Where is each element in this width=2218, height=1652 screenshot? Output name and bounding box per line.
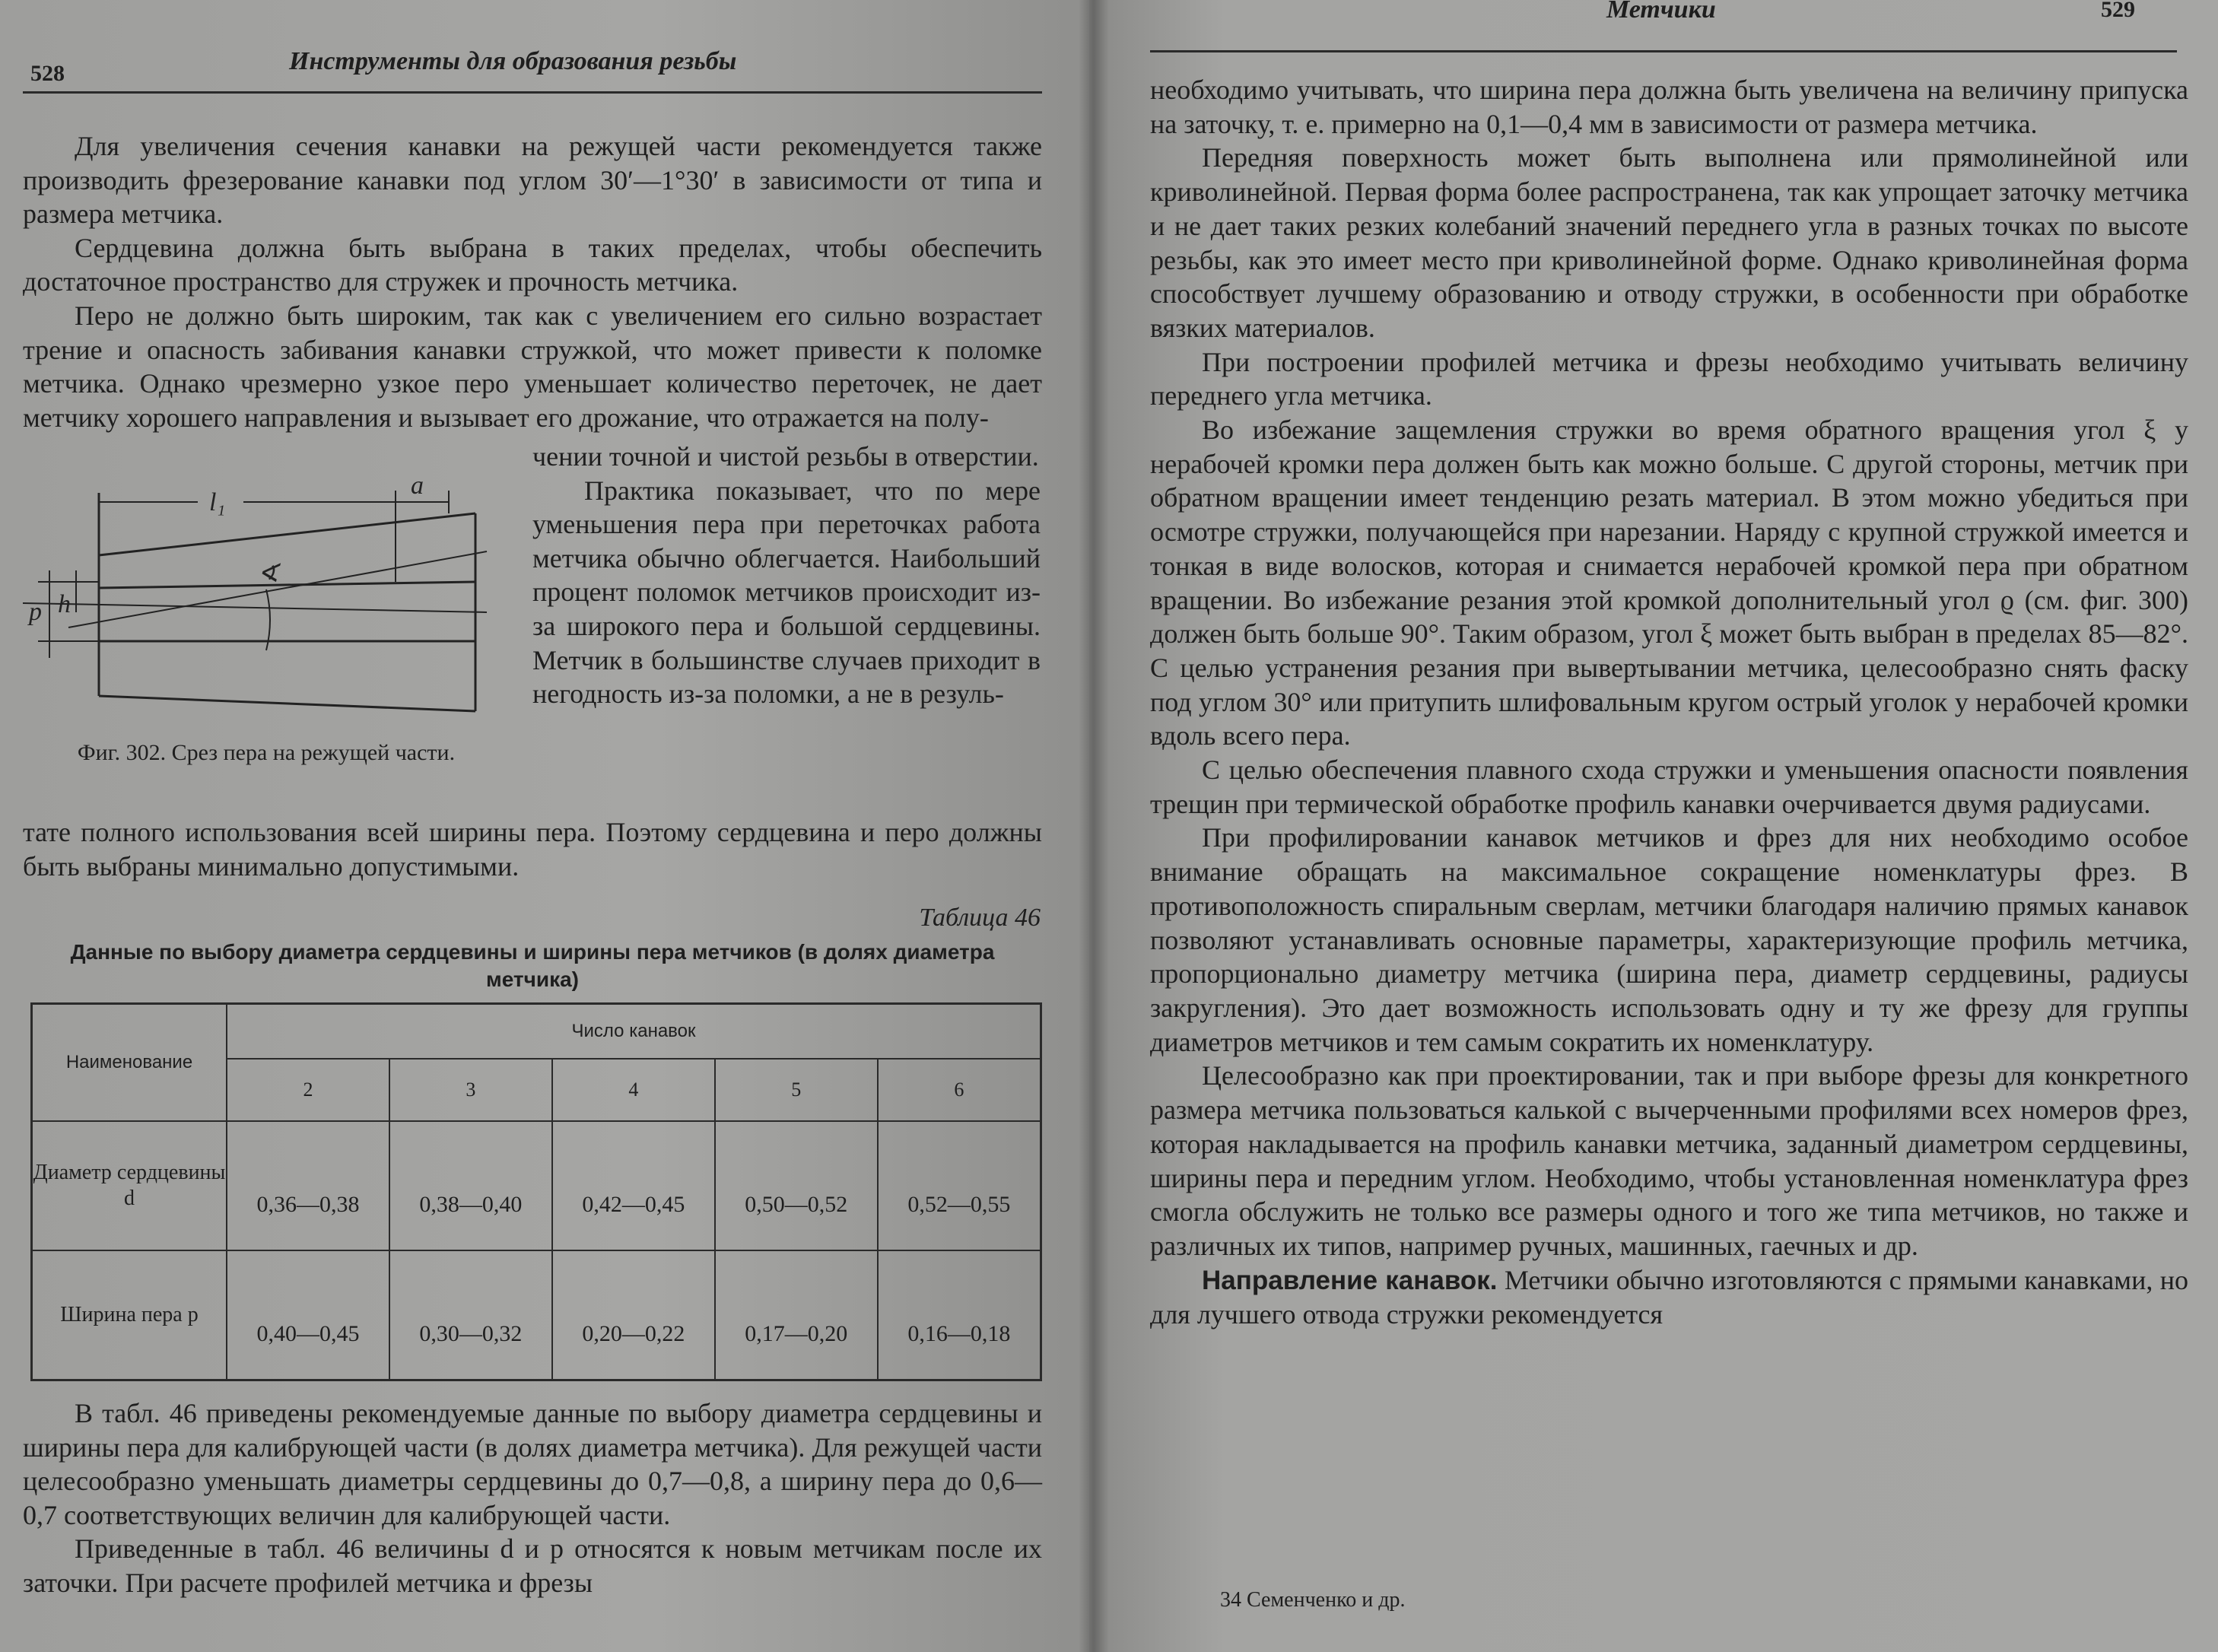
- table-header-name: Наименование: [32, 1004, 227, 1122]
- table-label: Таблица 46: [919, 904, 1041, 932]
- paragraph: При построении профилей метчика и фрезы необходимо учитывать величину переднего угла метчика.: [1150, 346, 2188, 411]
- running-head-right: Метчики: [1606, 0, 1716, 24]
- fig-outline: [99, 513, 475, 555]
- left-page: [0, 0, 1089, 1652]
- paragraph: С целью обеспечения плавного схода стружки и уменьшения опасности появления трещин при термической обработке профиль канавки очерчивается двумя радиусами.: [1150, 755, 2188, 819]
- paragraph: Направление канавок. Метчики обычно изготовляются с прямыми канавками, но для лучшего отвода стружки рекомендуется: [1150, 1264, 2188, 1330]
- table-row-name: Ширина пера p: [32, 1250, 227, 1380]
- fig-outline: [99, 696, 475, 711]
- paragraph: Сердцевина должна быть выбрана в таких пределах, чтобы обеспечить достаточное пространство для стружек и прочность метчика.: [23, 232, 1042, 297]
- paragraph: Приведенные в табл. 46 величины d и p относятся к новым метчикам после их заточки. При расчете профилей метчика и фрезы: [23, 1533, 1042, 1598]
- page-number-right: 529: [2101, 0, 2135, 22]
- data-table: [30, 1002, 1042, 1381]
- page-number-left: 528: [30, 61, 65, 86]
- paragraph: Для увеличения сечения канавки на режущей части рекомендуется также производить фрезерование канавки под углом 30′—1°30′ в зависимости от типа и размера метчика.: [23, 131, 1042, 230]
- table-cell: 0,30—0,32: [389, 1250, 552, 1380]
- table-col-header: 5: [715, 1059, 878, 1121]
- fig-label-l1: l₁: [209, 488, 226, 516]
- table-title: Данные по выбору диаметра сердцевины и ширины пера метчиков (в долях диаметра метчика): [70, 940, 995, 991]
- figure-caption: Фиг. 302. Срез пера на режущей части.: [77, 740, 456, 765]
- book-gutter: [1079, 0, 1109, 1652]
- fig-axis: [23, 603, 487, 612]
- section-heading: Направление канавок.: [1202, 1265, 1498, 1295]
- paragraph: В табл. 46 приведены рекомендуемые данные по выбору диаметра сердцевины и ширины пера для калибрующей части (в долях диаметра метчика). Для режущей части целесообразно уменьшать диаметры сердцевины до 0,7—0,8, а ширину пера до 0,6—0,7 соответствующих величин для калибрующей части.: [23, 1398, 1042, 1530]
- paragraph: Передняя поверхность может быть выполнена или прямолинейной или криволинейной. Первая форма более распространена, так как упрощает заточку метчика и не дает таких резких колебаний значений переднего угла в разных точках по высоте резьбы, как это имеет место при криволинейной форме. Однако криволинейная форма способствует лучшему образованию и отводу стружки, в особенности при обработке вязких материалов.: [1150, 142, 2188, 343]
- table-cell: 0,20—0,22: [552, 1250, 715, 1380]
- right-text: [1150, 73, 2188, 1332]
- paragraph: При профилировании канавок метчиков и фрез для них необходимо особое внимание обращать на максимальное сокращение номенклатуры фрез. В противоположность спиральным сверлам, метчики благодаря наличию прямых канавок позволяют устанавливать основные параметры, характеризующие профиль метчика, пропорционально диаметру метчика (ширина пера, диаметр сердцевины, радиусы закругления). Это дает возможность использовать одну и ту же фрезу для группы диаметров метчиков и тем самым сократить их номенклатуру.: [1150, 822, 2188, 1057]
- paragraph: Во избежание защемления стружки во время обратного вращения угол ξ у нерабочей кромки пера должен быть как можно больше. С другой стороны, метчик при обратном вращении имеет тенденцию резать материал. В этом можно убедиться при осмотре стружки, получающейся при нарезании. Наряду с крупной стружкой имеется и тонкая в виде волосков, которая и снимается нерабочей кромкой пера при обратном вращении. Во избежание резания этой кромкой дополнительный угол ϱ (см. фиг. 300) должен быть больше 90°. Таким образом, угол ξ может быть выбран в пределах 85—82°. С целью устранения резания при вывертывании метчика, целесообразно снять фаску под углом 30° или притупить шлифовальным кругом острый уголок у нерабочей кромки вдоль всего пера.: [1150, 415, 2188, 751]
- paragraph: Практика показывает, что по мере уменьшения пера при переточках работа метчика обычно облегчается. Наибольший процент поломок метчиков происходит из-за широкого пера и большой сердцевины. Метчик в большинстве случаев приходит в негодность из-за поломки, а не в резуль-: [532, 475, 1041, 710]
- fig-label-p: p: [29, 598, 42, 626]
- table-col-header: 4: [552, 1059, 715, 1121]
- left-top-text: [23, 129, 1042, 434]
- paragraph: чении точной и чистой резьбы в отверстии.: [532, 441, 1039, 472]
- table-cell: 0,16—0,18: [878, 1250, 1041, 1380]
- table-header-group: Число канавок: [227, 1004, 1041, 1060]
- table-cell: 0,40—0,45: [227, 1250, 389, 1380]
- table-col-header: 6: [878, 1059, 1041, 1121]
- table-cell: 0,38—0,40: [389, 1121, 552, 1250]
- paragraph: Целесообразно как при проектировании, так и при выборе фрезы для конкретного размера метчика пользоваться калькой с вычерченными профилями всех номеров фрез, которая накладывается на профиль канавки метчика, заданный диаметром сердцевины, ширины пера и передним углом. Необходимо, чтобы установленная номенклатура фрез смогла обслужить не только все размеры одного и того же типа метчиков, но также и различных их типов, например ручных, машинных, гаечных и др.: [1150, 1060, 2188, 1261]
- after-figure-text: тате полного использования всей ширины пера. Поэтому сердцевина и перо должны быть выбраны минимально допустимыми.: [23, 817, 1042, 882]
- side-text: [532, 440, 1041, 711]
- running-head-left: Инструменты для образования резьбы: [289, 47, 737, 75]
- figure-302-drawing: [23, 468, 510, 742]
- table-col-header: 2: [227, 1059, 389, 1121]
- head-rule-right: [1150, 50, 2177, 52]
- left-bottom-text: [23, 1396, 1042, 1600]
- right-page: [1089, 0, 2218, 1652]
- paragraph: необходимо учитывать, что ширина пера должна быть увеличена на величину припуска на заточку, т. е. примерно на 0,1—0,4 мм в зависимости от размера метчика.: [1150, 75, 2188, 139]
- page-footer: 34 Семенченко и др.: [1220, 1588, 1406, 1612]
- table-cell: 0,52—0,55: [878, 1121, 1041, 1250]
- table-col-header: 3: [389, 1059, 552, 1121]
- table-cell: 0,50—0,52: [715, 1121, 878, 1250]
- table-row-name: Диаметр сердцевины d: [32, 1121, 227, 1250]
- fig-label-h: h: [58, 590, 71, 618]
- fig-label-a: a: [411, 472, 424, 500]
- table-row: [32, 1121, 1041, 1250]
- paragraph: Перо не должно быть широким, так как с увеличением его сильно возрастает трение и опасность забивания канавки стружкой, что может привести к поломке метчика. Однако чрезмерно узкое перо уменьшает количество переточек, не дает метчику хорошего направления и вызывает его дрожание, что отражается на полу-: [23, 300, 1042, 433]
- head-rule-left: [23, 91, 1042, 94]
- table-cell: 0,17—0,20: [715, 1250, 878, 1380]
- table-cell: 0,36—0,38: [227, 1121, 389, 1250]
- table-row: [32, 1250, 1041, 1380]
- fig-label-angle: ∢: [257, 560, 279, 588]
- table-cell: 0,42—0,45: [552, 1121, 715, 1250]
